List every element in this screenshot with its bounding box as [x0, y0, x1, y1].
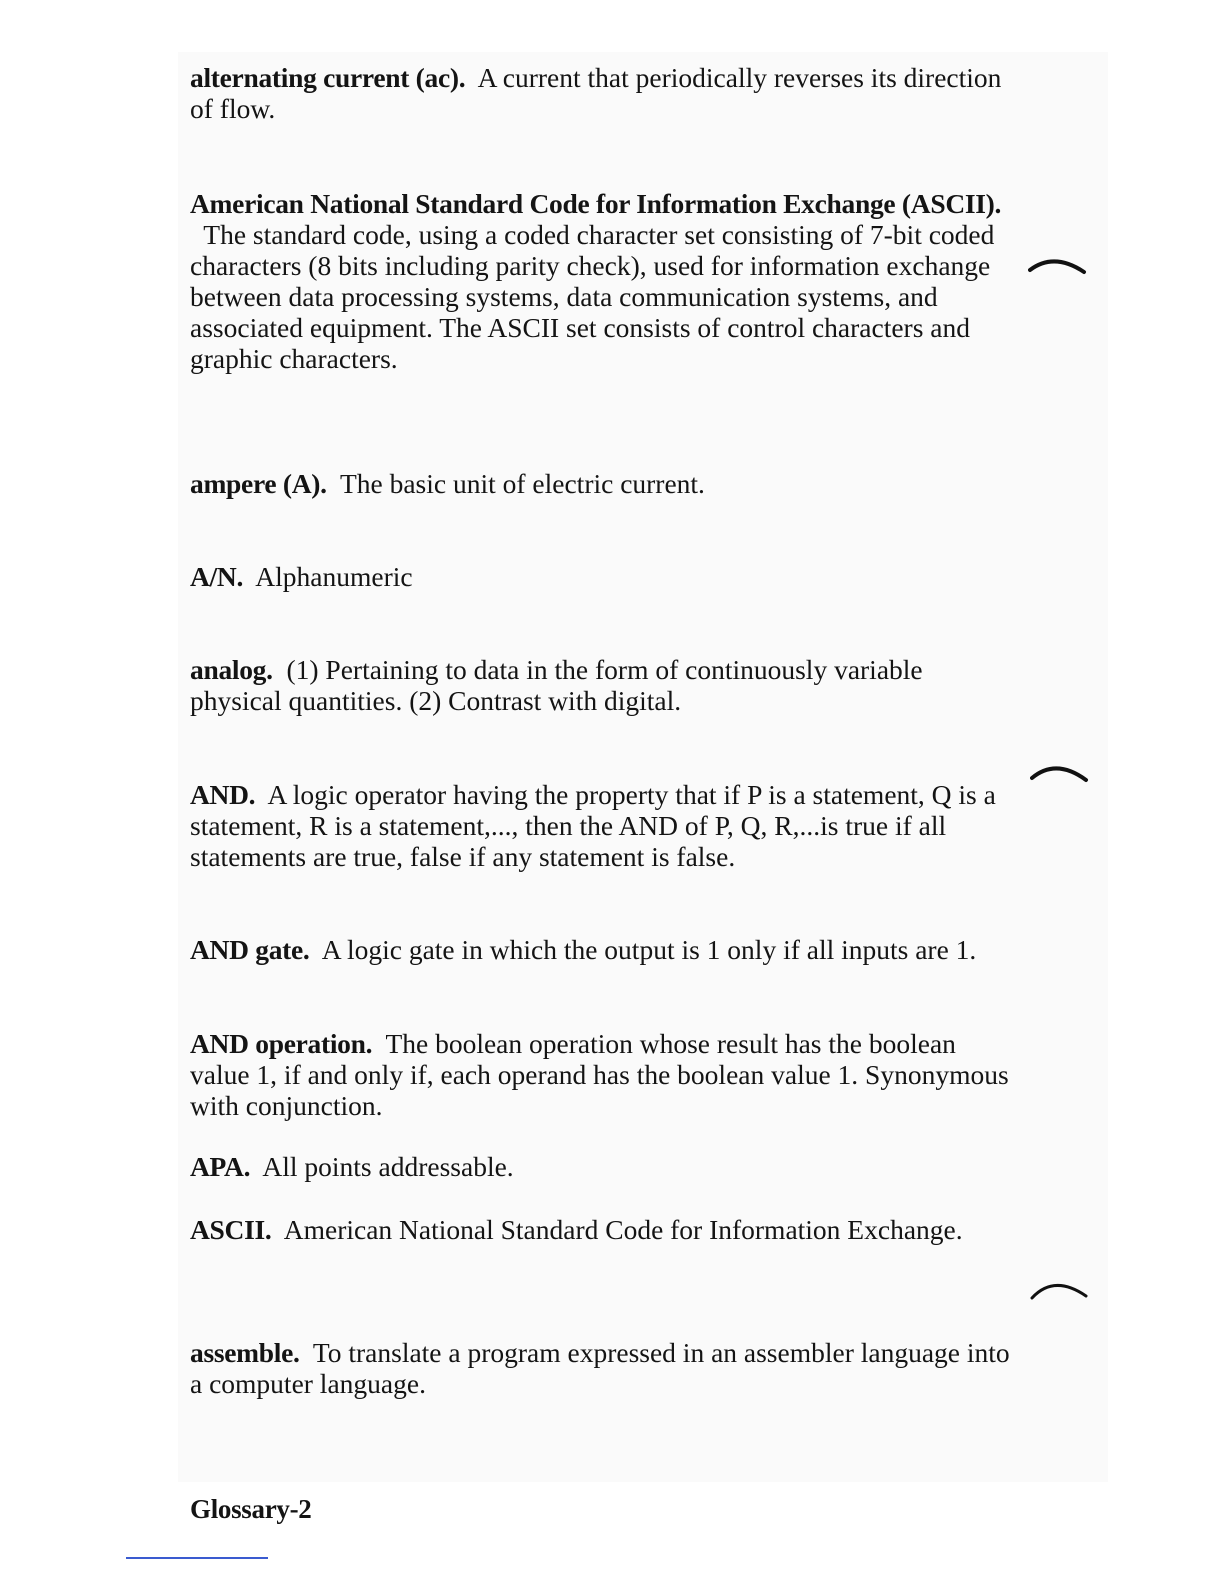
entry-definition: A current that periodically reverses its direction of flow.	[190, 62, 1002, 124]
entry-definition: American National Standard Code for Information Exchange.	[283, 1214, 963, 1245]
entry-term: AND gate.	[190, 934, 310, 965]
glossary-entry-apa	[190, 1151, 1020, 1182]
glossary-entry-ampere	[190, 468, 1020, 499]
glossary-entry-alternating-current	[190, 62, 1020, 124]
glossary-entry-analog	[190, 654, 1020, 716]
glossary-entry-ascii	[190, 1214, 1020, 1245]
entry-term: analog.	[190, 654, 273, 685]
binder-hole-mark-icon	[1030, 1276, 1090, 1302]
entry-term: A/N.	[190, 561, 244, 592]
glossary-entry-and	[190, 779, 1020, 872]
page-footer-label: Glossary-2	[190, 1494, 312, 1524]
binder-hole-mark-icon	[1030, 760, 1090, 786]
entry-definition: Alphanumeric	[255, 561, 413, 592]
entry-definition: The basic unit of electric current.	[339, 468, 705, 499]
glossary-entry-assemble	[190, 1337, 1020, 1399]
entry-definition: The boolean operation whose result has the boolean value 1, if and only if, each operand has the boolean value 1. Synonymous with conjunction.	[190, 1028, 1009, 1121]
entry-term: AND operation.	[190, 1028, 373, 1059]
entry-term: APA.	[190, 1151, 251, 1182]
entry-term: alternating current (ac).	[190, 62, 466, 93]
entry-definition: The standard code, using a coded character set consisting of 7-bit coded characters (8 bits including parity check), used for information exchange between data processing systems, data communication systems, and associated equipment. The ASCII set consists of control characters and graphic characters.	[190, 219, 995, 374]
glossary-entry-ascii-full	[190, 188, 1020, 374]
entry-definition: To translate a program expressed in an assembler language into a computer language.	[190, 1337, 1010, 1399]
glossary-entry-a-n	[190, 561, 1020, 592]
entry-term: ampere (A).	[190, 468, 327, 499]
scan-edge-rule	[126, 1557, 268, 1559]
binder-hole-mark-icon	[1028, 254, 1088, 280]
glossary-entry-and-gate	[190, 934, 1020, 965]
entry-term: AND.	[190, 779, 256, 810]
entry-definition: (1) Pertaining to data in the form of continuously variable physical quantities. (2) Contrast with digital.	[190, 654, 923, 716]
entry-term: assemble.	[190, 1337, 300, 1368]
glossary-entry-and-operation	[190, 1028, 1020, 1121]
entry-definition: All points addressable.	[262, 1151, 514, 1182]
entry-definition: A logic operator having the property that if P is a statement, Q is a statement, R is a statement,..., then the AND of P, Q, R,...is true if all statements are true, false if any statement is false.	[190, 779, 996, 872]
entry-definition: A logic gate in which the output is 1 only if all inputs are 1.	[321, 934, 977, 965]
entry-term: American National Standard Code for Information Exchange (ASCII).	[190, 188, 1002, 219]
entry-term: ASCII.	[190, 1214, 272, 1245]
